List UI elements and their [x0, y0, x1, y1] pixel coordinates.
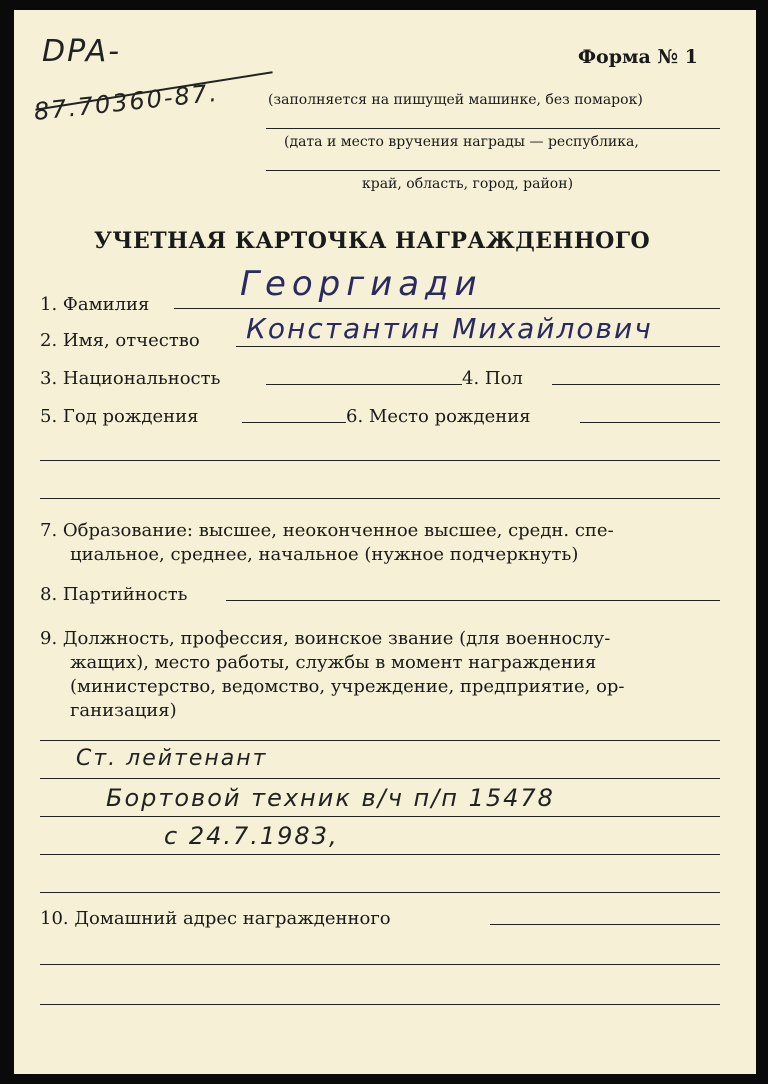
card-title: УЧЕТНАЯ КАРТОЧКА НАГРАЖДЕННОГО — [94, 228, 651, 254]
education-label-2: циальное, среднее, начальное (нужное подчеркнуть) — [70, 544, 579, 565]
award-place-hint: (дата и место вручения награды — республика, — [284, 134, 639, 150]
education-label-1: 7. Образование: высшее, неоконченное высшее, средн. спе- — [40, 520, 614, 541]
award-place-hint-2: край, область, город, район) — [362, 176, 574, 192]
form-number: Форма № 1 — [578, 46, 698, 68]
party-line — [226, 600, 720, 601]
position-label-3: (министерство, ведомство, учреждение, предприятие, ор- — [70, 676, 625, 697]
position-line-1 — [40, 740, 720, 741]
address-line-3 — [40, 1004, 720, 1005]
fill-instruction: (заполняется на пишущей машинке, без помарок) — [268, 92, 643, 108]
birthplace-line-2 — [40, 460, 720, 461]
nationality-label: 3. Национальность — [40, 368, 221, 389]
award-place-line — [266, 170, 720, 171]
sex-label: 4. Пол — [462, 368, 523, 389]
award-date-line — [266, 128, 720, 129]
surname-value: Георгиади — [240, 264, 483, 304]
name-line — [236, 346, 720, 347]
birthplace-line — [580, 422, 720, 423]
position-line-5 — [40, 892, 720, 893]
home-address-label: 10. Домашний адрес награжденного — [40, 908, 391, 929]
position-line-2 — [40, 778, 720, 779]
name-value: Константин Михайлович — [246, 312, 653, 345]
sex-line — [552, 384, 720, 385]
archive-annotation-top: DPA- — [42, 34, 122, 69]
position-label-4: ганизация) — [70, 700, 177, 721]
award-record-card — [14, 10, 756, 1074]
service-date-value: с 24.7.1983, — [164, 822, 339, 850]
address-line-2 — [40, 964, 720, 965]
birth-year-line — [242, 422, 346, 423]
address-line-1 — [490, 924, 720, 925]
archive-annotation-number: 87.70360-87. — [32, 78, 220, 126]
birthplace-label: 6. Место рождения — [346, 406, 531, 427]
position-label-1: 9. Должность, профессия, воинское звание (для военнослу- — [40, 628, 611, 649]
birth-year-label: 5. Год рождения — [40, 406, 199, 427]
nationality-line — [266, 384, 462, 385]
surname-line — [174, 308, 720, 309]
name-label: 2. Имя, отчество — [40, 330, 200, 351]
position-line-3 — [40, 816, 720, 817]
position-value: Бортовой техник в/ч п/п 15478 — [106, 784, 555, 812]
party-label: 8. Партийность — [40, 584, 188, 605]
position-line-4 — [40, 854, 720, 855]
surname-label: 1. Фамилия — [40, 294, 150, 315]
rank-value: Ст. лейтенант — [76, 746, 268, 771]
position-label-2: жащих), место работы, службы в момент награждения — [70, 652, 597, 673]
birthplace-line-3 — [40, 498, 720, 499]
